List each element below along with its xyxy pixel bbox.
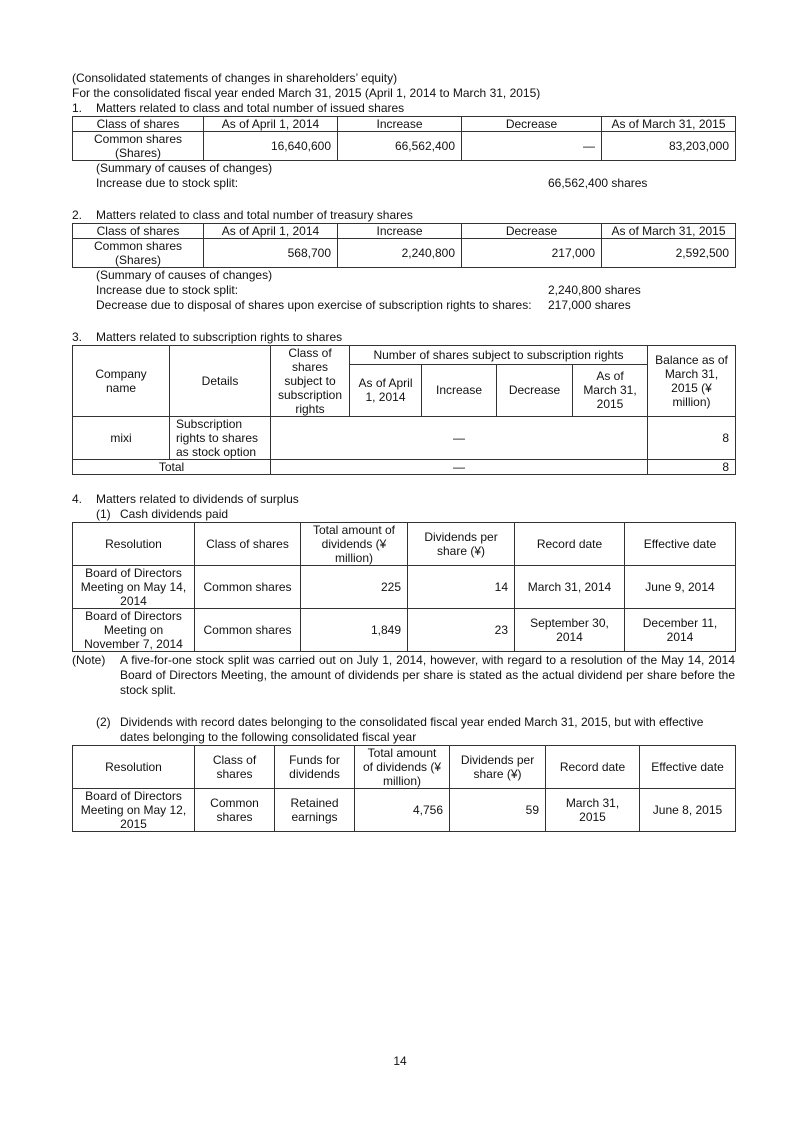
table-cell: —: [271, 417, 648, 460]
summary-title: (Summary of causes of changes): [96, 161, 273, 175]
column-header: As of March 31, 2015: [573, 364, 648, 416]
table-cell: 8: [648, 417, 736, 460]
table-cell: Common shares (Shares): [73, 132, 204, 161]
column-header: Increase: [338, 224, 462, 239]
table-row: [73, 132, 736, 161]
column-header: Total amount of dividends (¥ million): [355, 746, 450, 789]
column-header: Balance as of March 31, 2015 (¥ million): [648, 346, 736, 417]
summary-title: (Summary of causes of changes): [96, 268, 273, 282]
section-3-number: 3.: [72, 330, 83, 344]
table-cell: Common shares: [195, 566, 301, 609]
column-header: Increase: [338, 117, 462, 132]
column-header: Resolution: [73, 746, 195, 789]
column-header: Class of shares: [73, 224, 204, 239]
table-cell: March 31, 2015: [546, 789, 640, 832]
summary-label: Decrease due to disposal of shares upon exercise of subscription rights to shares:: [96, 298, 532, 312]
total-label: Total: [73, 460, 271, 475]
table-cell: —: [271, 460, 648, 475]
column-header: Decrease: [497, 364, 573, 416]
section-1-title: Matters related to class and total number of issued shares: [96, 101, 405, 115]
table-cell: 23: [408, 609, 515, 652]
table-row: [73, 789, 736, 832]
table-row: [73, 566, 736, 609]
table-cell: —: [462, 132, 602, 161]
column-header: Funds for dividends: [275, 746, 355, 789]
table-cell: June 8, 2015: [640, 789, 736, 832]
table-cell: 16,640,600: [204, 132, 338, 161]
table-cell: March 31, 2014: [515, 566, 625, 609]
table-header-row: [73, 746, 736, 789]
subsection-1-heading: [72, 507, 735, 522]
table-cell: 225: [301, 566, 408, 609]
column-header: Class of shares: [195, 746, 275, 789]
column-header: Class of shares: [73, 117, 204, 132]
section-2-number: 2.: [72, 208, 83, 222]
subsection-2-title: Dividends with record dates belonging to the consolidated fiscal year ended March 31, 2015, but with effective dates belonging to the following consolidated fiscal year: [120, 715, 704, 744]
column-header: Class of shares: [195, 523, 301, 566]
issued-shares-table: [72, 116, 736, 161]
table-header-row: [73, 117, 736, 132]
column-header: Resolution: [73, 523, 195, 566]
table-cell: Common shares: [195, 789, 275, 832]
column-header: Decrease: [462, 117, 602, 132]
statement-period: For the consolidated fiscal year ended March 31, 2015 (April 1, 2014 to March 31, 2015): [72, 86, 541, 100]
column-header: As of April 1, 2014: [204, 224, 338, 239]
subsection-1-number: (1): [96, 507, 111, 521]
subsection-2-heading: [72, 715, 735, 745]
summary-value: 66,562,400 shares: [548, 176, 648, 190]
table-cell: 2,592,500: [602, 239, 736, 268]
column-header: Record date: [546, 746, 640, 789]
note-text: A five-for-one stock split was carried out on July 1, 2014, however, with regard to a resolution of the May 14, 2014 Board of Directors Meeting, the amount of dividends per share is stated as the actual dividend per share before the stock split.: [120, 653, 735, 697]
column-header: Dividends per share (¥): [450, 746, 546, 789]
table-cell: Subscription rights to shares as stock option: [170, 417, 271, 460]
table-header-row: [73, 224, 736, 239]
future-dividends-table: [72, 745, 736, 832]
summary-value: 2,240,800 shares: [548, 283, 641, 297]
cash-dividends-table: [72, 522, 736, 652]
table-cell: Board of Directors Meeting on November 7, 2014: [73, 609, 195, 652]
table-cell: 83,203,000: [602, 132, 736, 161]
summary-value: 217,000 shares: [548, 298, 631, 312]
summary-item: [72, 298, 735, 313]
column-header: As of April 1, 2014: [204, 117, 338, 132]
section-3-title: Matters related to subscription rights to shares: [96, 330, 343, 344]
column-header: Effective date: [640, 746, 736, 789]
subsection-2-number: (2): [96, 715, 111, 729]
table-row: [73, 239, 736, 268]
subscription-rights-table: [72, 345, 736, 475]
section-1-heading: [72, 101, 735, 116]
table-row: [73, 609, 736, 652]
column-header: As of March 31, 2015: [602, 224, 736, 239]
column-group-header: Number of shares subject to subscription rights: [350, 346, 648, 365]
section-2-heading: [72, 208, 735, 223]
table-cell: 4,756: [355, 789, 450, 832]
column-header: Effective date: [625, 523, 736, 566]
subsection-1-title: Cash dividends paid: [120, 507, 229, 521]
table-cell: 8: [648, 460, 736, 475]
summary-item: [72, 176, 735, 191]
summary-label: Increase due to stock split:: [96, 283, 239, 297]
page-number: 14: [393, 1054, 407, 1068]
section-4-heading: [72, 492, 735, 507]
dividend-note: [72, 653, 735, 698]
table-cell: September 30, 2014: [515, 609, 625, 652]
summary-label: Increase due to stock split:: [96, 176, 239, 190]
column-header: Total amount of dividends (¥ million): [301, 523, 408, 566]
treasury-shares-table: [72, 223, 736, 268]
table-header-row: [73, 523, 736, 566]
column-header: Dividends per share (¥): [408, 523, 515, 566]
table-cell: 14: [408, 566, 515, 609]
section-1-number: 1.: [72, 101, 83, 115]
table-cell: Board of Directors Meeting on May 12, 2015: [73, 789, 195, 832]
document-page: [72, 71, 735, 832]
summary-item: [72, 283, 735, 298]
column-header: Decrease: [462, 224, 602, 239]
statement-title: (Consolidated statements of changes in shareholders’ equity): [72, 71, 398, 85]
table-cell: 59: [450, 789, 546, 832]
table-cell: 2,240,800: [338, 239, 462, 268]
column-header: As of April 1, 2014: [350, 364, 422, 416]
table-cell: December 11, 2014: [625, 609, 736, 652]
column-header: Details: [170, 346, 271, 417]
column-header: As of March 31, 2015: [602, 117, 736, 132]
column-header: Class of shares subject to subscription rights: [271, 346, 350, 417]
column-header: Increase: [422, 364, 497, 416]
section-4-title: Matters related to dividends of surplus: [96, 492, 299, 506]
section-2-title: Matters related to class and total number of treasury shares: [96, 208, 413, 222]
column-header: Company name: [73, 346, 170, 417]
table-cell: 66,562,400: [338, 132, 462, 161]
table-cell: 1,849: [301, 609, 408, 652]
section-4-number: 4.: [72, 492, 83, 506]
table-cell: 217,000: [462, 239, 602, 268]
table-cell: Common shares (Shares): [73, 239, 204, 268]
table-cell: June 9, 2014: [625, 566, 736, 609]
table-cell: Board of Directors Meeting on May 14, 2014: [73, 566, 195, 609]
table-header-row: [73, 346, 736, 365]
table-total-row: [73, 460, 736, 475]
section-3-heading: [72, 330, 735, 345]
table-cell: Common shares: [195, 609, 301, 652]
table-cell: mixi: [73, 417, 170, 460]
table-row: [73, 417, 736, 460]
table-cell: Retained earnings: [275, 789, 355, 832]
note-tag: (Note): [72, 653, 106, 667]
column-header: Record date: [515, 523, 625, 566]
table-cell: 568,700: [204, 239, 338, 268]
